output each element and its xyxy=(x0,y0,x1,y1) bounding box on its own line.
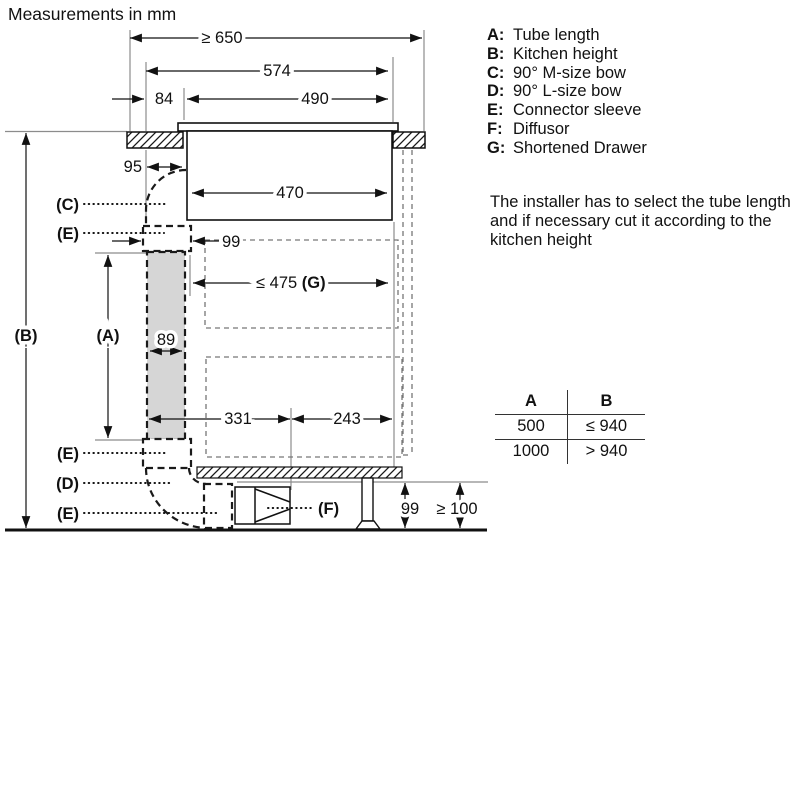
label-diffusor: (F) xyxy=(318,500,340,518)
label-tube-length: (A) xyxy=(96,327,120,345)
table-cell: 500 xyxy=(495,414,568,440)
dim-100-value: ≥ 100 xyxy=(436,500,478,518)
tube-length-table xyxy=(495,390,645,464)
dim-99-top-value: 99 xyxy=(222,233,241,251)
label-bow-l: (D) xyxy=(56,475,79,493)
page-title: Measurements in mm xyxy=(8,4,177,24)
cabinet-leg xyxy=(356,478,380,529)
dim-331-value: 331 xyxy=(224,410,252,428)
hob-top-plate xyxy=(178,123,398,131)
label-kitchen-height: (B) xyxy=(14,327,38,345)
label-sleeve-top: (E) xyxy=(57,225,79,243)
legend-item: F: Diffusor xyxy=(487,119,570,138)
table-header-b: B xyxy=(600,392,613,410)
dim-574-value: 574 xyxy=(263,62,291,80)
label-sleeve-bottom: (E) xyxy=(57,505,79,523)
dim-490-value: 490 xyxy=(301,90,329,108)
cabinet-bottom-plate xyxy=(197,467,402,478)
legend-item: E: Connector sleeve xyxy=(487,101,642,120)
table-header-a: A xyxy=(495,390,568,414)
dim-470-value: 470 xyxy=(276,184,304,202)
connector-sleeve-bottom xyxy=(204,484,232,528)
label-bow-m: (C) xyxy=(56,196,79,214)
worktop-right-hatch xyxy=(393,132,425,148)
legend-item: A: Tube length xyxy=(487,26,600,44)
lower-drawer-box xyxy=(206,357,402,457)
table-cell: 1000 xyxy=(495,440,568,464)
hob-body xyxy=(187,131,392,220)
dim-243-value: 243 xyxy=(333,410,361,428)
worktop-left-hatch xyxy=(127,132,183,148)
dim-95-value: 95 xyxy=(123,158,142,176)
dim-89-value: 89 xyxy=(156,331,176,349)
legend-item: B: Kitchen height xyxy=(487,44,618,63)
legend xyxy=(487,26,647,158)
table-cell: > 940 xyxy=(585,442,628,460)
legend-item: C: 90° M-size bow xyxy=(487,63,626,82)
dim-84-value: 84 xyxy=(154,90,174,108)
label-sleeve-mid: (E) xyxy=(57,445,79,463)
legend-item: G: Shortened Drawer xyxy=(487,138,647,157)
table-cell: ≤ 940 xyxy=(568,414,645,440)
dim-650-value: ≥ 650 xyxy=(201,29,243,47)
dim-99-bottom-value: 99 xyxy=(400,500,420,518)
installer-note: The installer has to select the tube length and if necessary cut it according to the kitchen height xyxy=(490,193,791,249)
dim-475-value: ≤ 475 (G) xyxy=(256,274,326,292)
legend-item: D: 90° L-size bow xyxy=(487,82,622,101)
bow-m-size xyxy=(146,170,186,226)
diffusor xyxy=(235,487,290,524)
dimension-lines xyxy=(26,38,460,528)
connector-sleeve-top xyxy=(143,226,191,251)
